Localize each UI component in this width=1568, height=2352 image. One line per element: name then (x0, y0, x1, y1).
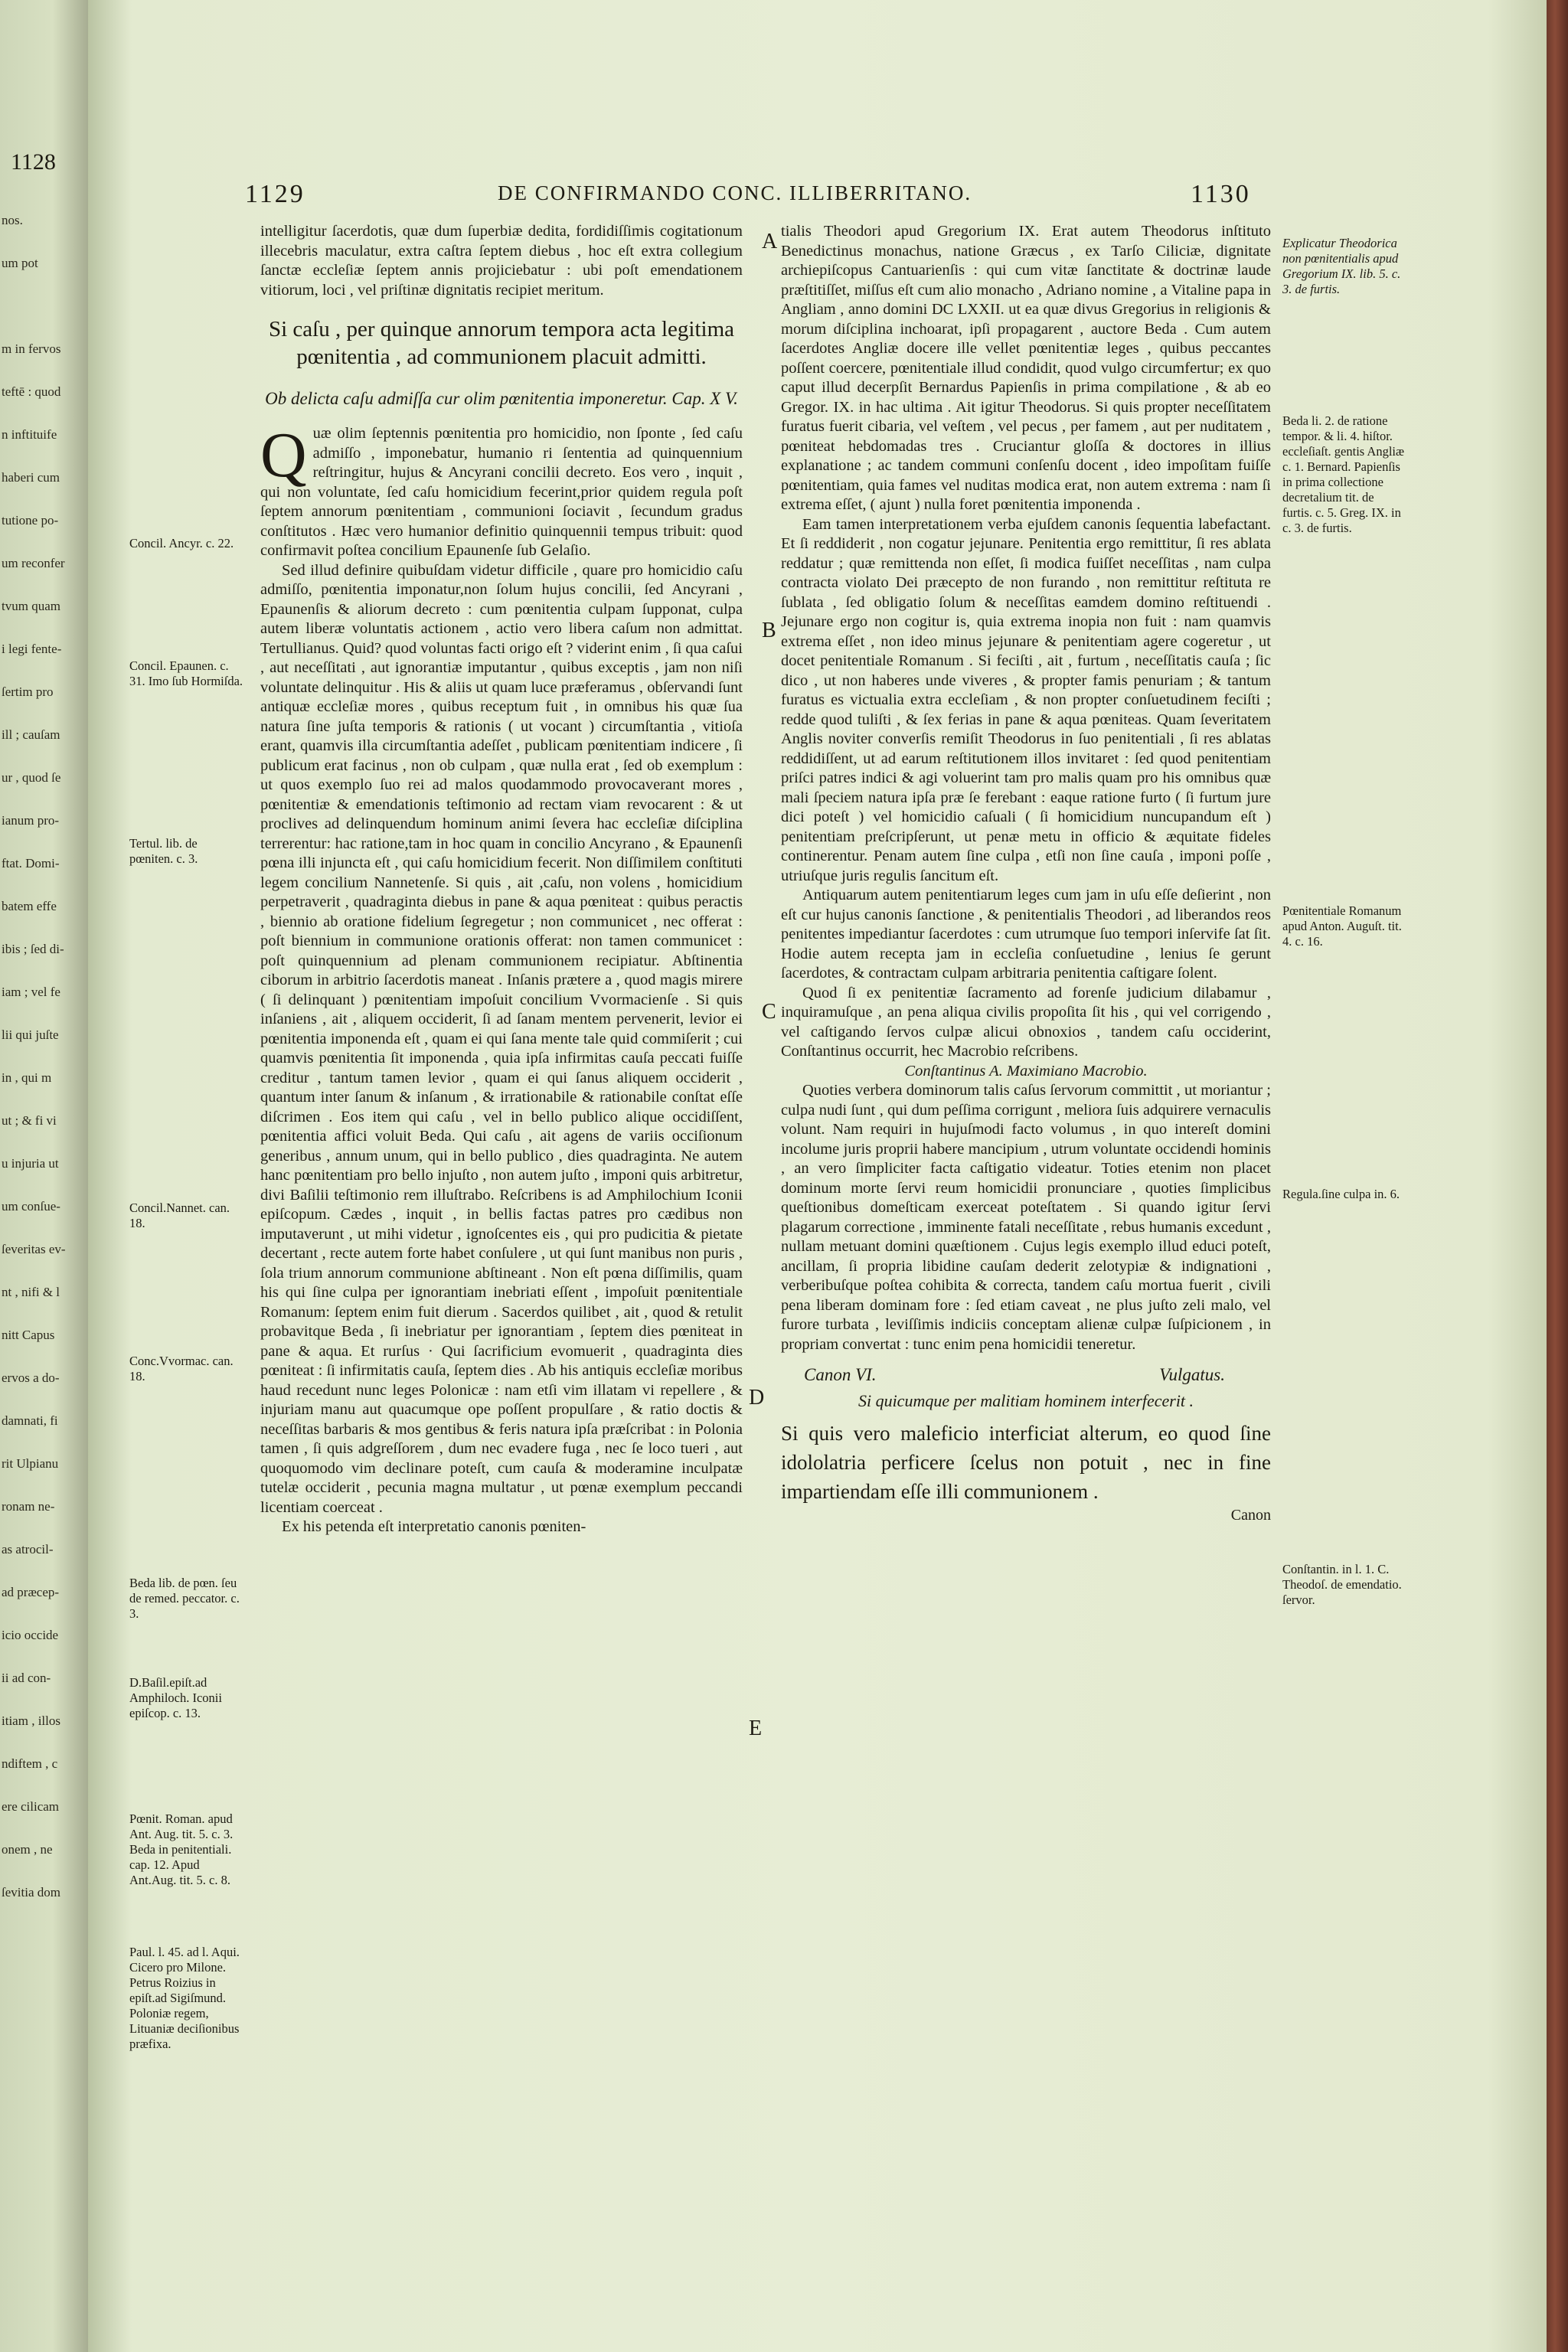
margin-note: Concil. Epaunen. c. 31. Imo ſub Hormiſda. (129, 658, 243, 688)
chapter-heading: Ob delicta caſu admiſſa cur olim pœnitentia imponeretur. Cap. X V. (265, 389, 738, 408)
paragraph: Sed illud definire quibuſdam videtur difficile , quare pro homicidio caſu admiſſo, pœnitentia imponatur,non ſolum hujus concilii, ſed Ancyrani , Epaunenſis & aliorum decreto : cum pœnitentia culpam ſupponat, culpa autem liberæ voluntatis actionem , actio vero libera caſum non admittat. Tertullianus. Quid? quod voluntas facti origo eſt ? viderint enim , ſi qua caſui , aut neceſſitati , aut ignorantiæ imputantur , quibus exceptis , jam non niſi voluntate delinquitur . His & aliis ut quam luce præferamus , obſervandi ſunt antiquæ eccleſiæ mores , quibus receptum fuit , in omnibus his quæ ſua natura ſine juſta temporis & rationis ( ut vocant ) circumſtantia , vitioſa erant, quamvis illa circumſtantia adeſſet , publicam pœnitentiam indicere , ſi publicum erat facinus , non ob culpam , quæ nulla erat , ſed ob exemplum : ut quos exemplo ſuo rei ad malos quodammodo provocaverant mores , pœnitentiæ & emendationis teſtimonio ad rectam viam revocarent : & ut proclives ad delinquendum hominum animi ſevera hac eccleſiæ diſciplina terrerentur: hac ratione,tam in hoc quam in concilio Ancyrano , & Epaunenſi pœna illi injuncta eſt , qui caſu homicidium fecerit. Non diſſimilem conſtituti legem concilium Nannetenſe. Si quis , ait ,caſu, non volens , homicidium perpetraverit , quadraginta diebus in pane & aqua pœniteat : quibus peractis , biennio ab oratione fidelium ſegregetur ; non communicet , nec offerat : poſt biennium in communione orationis offerat: non tamen communicet : poſt quinquennium ad plenam communionem recipiatur. Abſtinentia ciborum in arbitrio ſacerdotis maneat . Inſanis prætere a , quod magis mirere ( ſi delinquant ) pœnitentiam impoſuit concilium Vvormacienſe . Si quis inſaniens , ait , aliquem occiderit, ſi ad ſanam mentem pervenerit, levior ei pœnitentia imponenda eſt , quam ei qui ſana mente tale quid commiſerit ; cui quamvis pœnitentia ſit imponenda , quia ipſa infirmitas cauſa peccati fuiſſe creditur , tantum tamen levior , quam ei qui ſanus aliquem occiderit , quantum inter ſanum & inſanum , & irrationabile & rationabile conſtat eſſe diſcrimen . Eos item qui caſu , vel in bello publico alique occidiſſent, pœnitentia affici voluit Beda. Qui caſu , ait agens de variis occiſionum generibus , annum unum, qui in bello publico , dies quadraginta. Ne autem hanc pœnitentiam pro bello injuſto , non autem juſto , imponi quis arbitretur, divi Baſilii teſtimonio rem illuſtrabo. Reſcribens is ad Amphilochium Iconii epiſcopum. Cædes , inquit , in bellis factas patres pro cædibus non imputaverunt , ut mihi videtur , ignoſcentes eis , qui pro pudicitia & pietate decertant , recte autem forte habet conſulere , ut qui ſunt manibus non puris , ſola trium annorum communione abſtineant . Non eſt pœna diſſimilis, quam his qui ſine culpa per ignorantiam inebriati eſſent , impoſuit pœnitentiale Romanum: ſeptem enim fuit dierum . Sacerdos quilibet , ait , quod & retulit probavitque Beda , ſi inebriatur per ignorantiam , ſeptem dies pœniteat in pane & aqua. Et rurſus · Qui ſacrificium evomuerit , quadraginta dies pœniteat : ſi infirmitatis cauſa, ſeptem dies . Ab his antiquis eccleſiæ moribus haud recedunt nunc leges Polonicæ : nam etſi vim illatam vi repellere , & injuriam manu aut quacumque ope poſſent propulſare , & ratio doctis & neceſſitas barbaris & mos gentibus & feris natura ipſa præſcribat : in Polonia tamen , ſi quis adgreſſorem , dum nec evadere fuga , nec ſe loco tueri , aut quoquomodo vim declinare poteſt, cum cauſa & moderamine inculpatæ tutelæ occiderit , pecunia magna multatur , ut pœnæ exemplum peccandi licentiam coerceat . (260, 561, 743, 1516)
facing-page-fragment: ſertim pro (2, 684, 54, 699)
paragraph: Antiquarum autem penitentiarum leges cum jam in uſu eſſe deſierint , non eſt cur hujus canonis ſanctione , & penitentialis Theodori , ad liberandos reos penitentes impediantur ſacerdotes : cum utrumque ſuo tempori inſervife ſat ſit. Hodie autem recepta jam in eccleſia conſuetudine , lenius ſe gerunt ſacerdotes, & contractam culpam arbitraria penitentia caſtigare ſolent. (781, 887, 1271, 982)
section-letter: A (762, 230, 778, 253)
constantinus-heading: Conſtantinus A. Maximiano Macrobio. (904, 1062, 1148, 1080)
paragraph: Ex his petenda eſt interpretatio canonis pœniten- (282, 1518, 586, 1535)
margin-note: Conſtantin. in l. 1. C. Theodoſ. de emendatio. ſervor. (1282, 1562, 1402, 1607)
facing-page-fragment: nt , nifi & l (2, 1285, 60, 1299)
page (88, 0, 1547, 2352)
margin-note: Beda lib. de pœn. ſeu de remed. peccator. c. 3. (129, 1576, 240, 1621)
margin-note: Conc.Vvormac. can. 18. (129, 1354, 234, 1383)
left-page-number: 1129 (245, 180, 305, 208)
facing-page-fragment: lii qui juſte (2, 1027, 59, 1042)
facing-page-fragment: tvum quam (2, 599, 60, 613)
canon-label-row (804, 1365, 1225, 1385)
facing-page-fragment: nos. (2, 213, 23, 227)
facing-page-fragment: ſevitia dom (2, 1885, 60, 1900)
facing-page-fragment: itiam , illos (2, 1713, 60, 1728)
facing-page-fragment: ii ad con- (2, 1671, 51, 1685)
paragraph: uæ olim ſeptennis pœnitentia pro homicidio, non ſponte , ſed caſu admiſſo , imponebatur, humanio ri ſententia ad quinquennium reſtringitur, hujus & Ancyrani concilii decreto. Eos vero , inquit , qui non voluntate, ſed caſu homicidium fecerint,prior quidem regula poſt ſeptem annorum pœnitentiam , communioni ſociavit , ſecundum gradus conſtitutos . Hæc vero humanior definitio quinquennii tempus tribuit: quod confirmavit poſtea concilium Epaunenſe ſub Gelaſio. (260, 425, 743, 559)
facing-page-fragment: ere cilicam (2, 1799, 60, 1814)
facing-page-fragment: haberi cum (2, 470, 60, 485)
margin-note: Concil.Nannet. can. 18. (129, 1200, 230, 1230)
right-page-number: 1130 (1191, 180, 1251, 208)
facing-page-fragment: ervos a do- (2, 1370, 60, 1385)
facing-page-fragment: ut ; & fi vi (2, 1113, 57, 1128)
canon-heading: Si quicumque per malitiam hominem interfecerit . (858, 1390, 1194, 1410)
margin-note: Paul. l. 45. ad l. Aqui. Cicero pro Milone. Petrus Roizius in epiſt.ad Sigiſmund. Poloniæ regem, Lituaniæ deciſionibus præfixa. (129, 1945, 240, 2051)
facing-page-fragment: ad præcep- (2, 1585, 60, 1599)
facing-page-fragment: ibis ; ſed di- (2, 942, 64, 956)
facing-page-fragment: um reconfer (2, 556, 65, 570)
facing-page-fragment: ndiftem , c (2, 1756, 58, 1771)
facing-page-fragment: ronam ne- (2, 1499, 55, 1514)
facing-page-fragment: ur , quod ſe (2, 770, 61, 785)
facing-page-fragment: in , qui m (2, 1070, 52, 1085)
paragraph: tialis Theodori apud Gregorium IX. Erat autem Theodorus inſtituto Benedictinus monachus, natione Græcus , ex Tarſo Ciliciæ, dignitate archiepiſcopus Cantuarienſis : qui cum vitæ ſanctitate & doctrinæ laude præſtitiſſet, miſſus eſt cum alio monacho , Adriano nomine , a Vitaline papa in Angliam , anno domini DC LXXII. ut ea quæ divus Gregorius in religionis & morum diſciplina inchoarat, ipſi propagarent , auctore Beda . Cum autem ſacerdotes Angliæ docere ille vellet pœnitentiæ leges , quibus peccantes poſſent coercere, pœnitentiale illud condidit, quod vulgo circumfertur; ex quo caput illud decerpſit Bernardus Papienſis in prima compilatione , & ab eo Gregor. IX. in hac ultima . Ait igitur Theodorus. Si quis propter neceſſitatem furatus fuerit cibaria, vel veſtem , vel pecus , per famem , aut per nuditatem , pœniteat hebdomadas tres . Cruciantur gloſſa & doctores in illius explanatione ; ac tandem communi conſenſu docent , ideo impoſitam fuiſſe pœnitentiam, quia fames vel nuditas modica erat, non autem extrema : nam ſi extrema eſſet, ( ajunt ) nulla foret pœnitentia imponenda . (781, 223, 1271, 513)
margin-note: Pœnitentiale Romanum apud Anton. Auguſt. tit. 4. c. 16. (1282, 903, 1402, 949)
facing-page-fragment: ill ; cauſam (2, 727, 60, 742)
paragraph: Quoties verbera dominorum talis caſus ſervorum committit , ut moriantur ; culpa nudi ſunt , qui dum peſſima corrigunt , meliora ſuis adquirere vernaculis volunt. Nam requiri in hujuſmodi facto volumus , in quo intereſt domini incolume juris proprii habere mancipium , utrum voluntate occidendi hominis , an vero ſimpliciter facta caſtigatio videatur. Toties etenim non placet dominum morte ſervi reum homicidii pronunciare , quoties ſimplicibus queſtionibus domeſticam exerceat poteſtatem . Si quando igitur ſervi plagarum correctione , imminente fatali neceſſitate , rebus humanis excedunt , nullam metuant domini quæſtionem . Cujus legis exemplo illud educi poteſt, ancillam, ſi propria libidine cauſam dederit zelotypiæ & indignationi , verberibuſque poſtea cohibita & correcta, tandem caſu mortua fuerit , civili pena liberam dominam fore : ſed etiam caveat , ne plus juſto zeli malo, vel furore turbata , leviſſimis indiciis conceptam alienæ culpæ ſuſpicionem , in propriam convertat : tunc enim pena homicidii teneretur. (781, 1082, 1271, 1353)
left-column (260, 222, 743, 1537)
facing-page-fragment: ianum pro- (2, 813, 60, 828)
margin-note: Tertul. lib. de pœniten. c. 3. (129, 836, 198, 866)
canon-label: Canon VI. (804, 1365, 877, 1384)
section-letter: D (749, 1386, 765, 1410)
facing-page-fragment: ſeveritas ev- (2, 1242, 66, 1256)
margin-note: D.Baſil.epiſt.ad Amphiloch. Iconii epiſcop. c. 13. (129, 1675, 222, 1720)
facing-page-fragment: tutione po- (2, 513, 59, 528)
facing-page-fragment: rit Ulpianu (2, 1456, 59, 1471)
facing-page-fragment: ftat. Domi- (2, 856, 60, 871)
catchword: Canon (1230, 1506, 1271, 1524)
facing-page-fragment: batem effe (2, 899, 57, 913)
margin-note: Concil. Ancyr. c. 22. (129, 536, 234, 550)
facing-page-fragment: teftē : quod (2, 384, 61, 399)
facing-page-fragment: m in fervos (2, 341, 61, 356)
book-edge (1547, 0, 1568, 2352)
column-intro: intelligitur ſacerdotis, quæ dum ſuperbiæ dedita, fordidiſſimis cogitationum illecebris maculatur, extra caſtra ſeptem diebus , hoc eſt extra collegium ſanctæ eccleſiæ ſeptem annis projiciebatur : ubi poſt emendationem vitiorum, loci , vel priſtinæ dignitatis recipiet meritum. (260, 223, 743, 299)
facing-page-fragment: damnati, fi (2, 1413, 58, 1428)
canon-text: Si quis vero maleficio interficiat alterum, eo quod ſine idololatria perficere ſcelus non potuit , nec in fine impartiendam eſſe illi communionem . (781, 1421, 1271, 1503)
section-heading: Si caſu , per quinque annorum tempora acta legitima pœnitentia , ad communionem placuit admitti. (269, 317, 734, 369)
facing-page-fragment: onem , ne (2, 1842, 53, 1857)
facing-page-fragment: um conſue- (2, 1199, 60, 1214)
margin-note: Beda li. 2. de ratione tempor. & li. 4. hiſtor. eccleſiaſt. gentis Angliæ c. 1. Bernard. Papienſis in prima collectione decretalium tit. de furtis. c. 5. Greg. IX. in c. 3. de furtis. (1282, 413, 1405, 535)
facing-page-fragment: nitt Capus (2, 1328, 55, 1342)
facing-page-fragment: iam ; vel fe (2, 985, 60, 999)
paragraph: Quod ſi ex penitentiæ ſacramento ad forenſe judicium dilabamur , inquiramuſque , an pena aliqua civilis propoſita ſit his , qui vel corrigendo , vel caſtigando ſervos culpæ alicui obnoxios , tandem caſu occiderint, Conſtantinus occurrit, hec Macrobio reſcribens. (781, 984, 1271, 1060)
facing-page-fragment: n inftituife (2, 427, 57, 442)
margin-note: Regula.ſine culpa in. 6. (1282, 1187, 1400, 1201)
page-header (88, 180, 1547, 211)
drop-cap: Q (260, 420, 307, 491)
facing-page-fragment: um pot (2, 256, 38, 270)
section-letter: C (762, 1000, 776, 1024)
facing-page-fragment: u injuria ut (2, 1156, 59, 1171)
facing-page-fragment: as atrocil- (2, 1542, 54, 1557)
right-column (781, 222, 1271, 1525)
running-title: DE CONFIRMANDO CONC. ILLIBERRITANO. (498, 181, 972, 204)
facing-page-edge (0, 0, 88, 2352)
facing-page-number: 1128 (11, 149, 56, 175)
facing-page-fragment: i legi fente- (2, 642, 62, 656)
margin-note: Explicatur Theodorica non pœnitentialis apud Gregorium IX. lib. 5. c. 3. de furtis. (1282, 236, 1401, 296)
section-letter: B (762, 619, 776, 642)
section-letter: E (749, 1717, 763, 1740)
margin-note: Pœnit. Roman. apud Ant. Aug. tit. 5. c. 3. Beda in penitentiali. cap. 12. Apud Ant.Aug. tit. 5. c. 8. (129, 1811, 234, 1887)
facing-page-fragment: icio occide (2, 1628, 59, 1642)
paragraph: Eam tamen interpretationem verba ejuſdem canonis ſequentia labefactant. Et ſi reddiderit , non cogatur jejunare. Penitentia ergo remittitur, ſi res ablata reddatur ; quæ remittenda non eſſet, ſi modica fuiſſet neceſſitas , nam culpa contracta violato Dei præcepto de non furando , non remittitur reſtituta re ſublata , ſed obligatio ſolum & neceſſitas eamdem domino reſtituendi . Jejunare ergo non cogitur is, quia extrema inopia non fuit : nam quamvis extrema eſſet , non ideo minus jejunare & penitentiam agere cogeretur , ut docet penitentiale Romanum . Si feciſti , ait , furtum , neceſſitatis cauſa ; ſic dico , ut non haberes unde viveres , & propter famis penuriam ; & tantum furatus es victualia extra eccleſiam , & non propter conſuetudinem feciſti ; redde quod tuliſti , & ſex ferias in pane & aqua pœniteas. Quam ſeveritatem Anglis noviter converſis remiſit Theodorus in ſuo penitentiali , ſi res ablatas reddidiſſent, ut ad earum reſtitutionem illos invitaret : ſed quod penitentiam priſci patres indici & agi voluerint tam pro malis quam pro his omnibus quæ mali ſpeciem natura ipſa præ ſe ferebant : eaque ratione furto ( ſi furtum jure dici poteſt ) vel homicidio caſuali ( ſi homicidium nuncupandum eſt ) penitentiam preſcripſerunt, ut penæ metu in officio & æquitate fideles continerentur. Penam autem ſine culpa , etſi non ſine cauſa , imponi poſſe , utriuſque juris regulis ſancitum eſt. (781, 515, 1271, 884)
canon-vulgatus: Vulgatus. (1159, 1365, 1225, 1384)
